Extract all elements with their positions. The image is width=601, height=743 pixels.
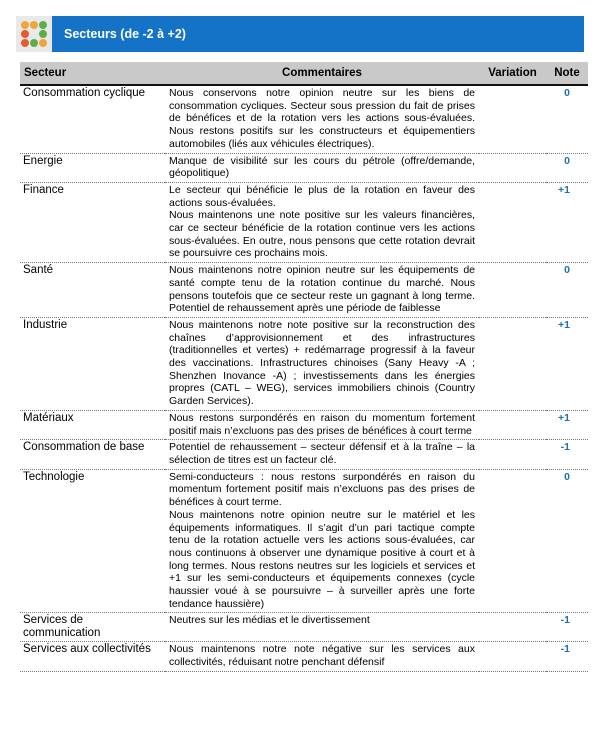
column-header-variation: Variation bbox=[479, 62, 546, 85]
sector-variation bbox=[479, 263, 546, 318]
sector-name: Consommation cyclique bbox=[20, 85, 165, 153]
table-row bbox=[20, 153, 588, 182]
comment-paragraph: Manque de visibilité sur les cours du pétrole (offre/demande, géopolitique) bbox=[169, 154, 475, 180]
sector-name: Technologie bbox=[20, 469, 165, 613]
column-header-comments: Commentaires bbox=[165, 62, 479, 85]
sector-note: -1 bbox=[546, 613, 588, 642]
sector-note: +1 bbox=[546, 410, 588, 439]
comment-paragraph: Le secteur qui bénéficie le plus de la rotation en faveur des actions sous-évaluées. bbox=[169, 183, 475, 209]
sector-comment bbox=[165, 469, 479, 613]
table-row bbox=[20, 410, 588, 439]
sector-comment bbox=[165, 153, 479, 182]
sector-variation bbox=[479, 410, 546, 439]
section-title: Secteurs (de -2 à +2) bbox=[52, 16, 584, 52]
column-header-note: Note bbox=[546, 62, 588, 85]
sector-name: Matériaux bbox=[20, 410, 165, 439]
comment-paragraph: Nous maintenons une note positive sur les valeurs financières, car ce secteur bénéficie de la rotation continue vers les actions sous-évaluées. En outre, nous pensons que cette rotation devrait se poursuivre ces prochains mois. bbox=[169, 209, 475, 260]
sector-name: Energie bbox=[20, 153, 165, 182]
table-row bbox=[20, 613, 588, 642]
sector-note: +1 bbox=[546, 317, 588, 410]
sector-comment bbox=[165, 440, 479, 469]
sector-comment bbox=[165, 410, 479, 439]
sector-variation bbox=[479, 613, 546, 642]
comment-paragraph: Nous maintenons notre note négative sur les services aux collectivités, réduisant notre penchant défensif bbox=[169, 643, 475, 669]
table-row bbox=[20, 317, 588, 410]
table-row bbox=[20, 85, 588, 153]
sector-name: Services aux collectivités bbox=[20, 642, 165, 671]
sector-name: Services de communication bbox=[20, 613, 165, 642]
sector-note: 0 bbox=[546, 263, 588, 318]
table-header-row bbox=[20, 62, 588, 85]
sector-name: Industrie bbox=[20, 317, 165, 410]
table-row bbox=[20, 440, 588, 469]
comment-paragraph: Semi-conducteurs : nous restons surpondérés en raison du momentum fortement positif mais n’excluons pas des prises de bénéfices à court terme. bbox=[169, 470, 475, 509]
sectors-logo-icon bbox=[16, 16, 52, 52]
sector-variation bbox=[479, 153, 546, 182]
section-banner bbox=[16, 16, 584, 52]
sector-variation bbox=[479, 182, 546, 262]
sector-variation bbox=[479, 85, 546, 153]
column-header-sector: Secteur bbox=[20, 62, 165, 85]
table-row bbox=[20, 263, 588, 318]
comment-paragraph: Nous maintenons notre note positive sur la reconstruction des chaînes d’approvisionnement et des infrastructures (traditionnelles et vertes) + redémarrage progressif à la faveur des vaccinations. Infrastructures chinoises (Sany Heavy -A ; Shenzhen Inovance -A) ; investissements dans les énergies propres (CATL – WEG), services immobiliers chinois (Country Garden Services). bbox=[169, 318, 475, 408]
sector-note: 0 bbox=[546, 85, 588, 153]
sector-note: +1 bbox=[546, 182, 588, 262]
comment-paragraph: Nous maintenons notre opinion neutre sur les équipements de santé compte tenu de la rotation continue du marché. Nous pensons toutefois que ce secteur reste un gagnant à long terme. Potentiel de rehaussement après une période de faiblesse bbox=[169, 264, 475, 315]
comment-paragraph: Nous conservons notre opinion neutre sur les biens de consommation cycliques. Secteur sous pression du fait de prises de bénéfices et de la rotation vers les actions sous-évaluées. Nous restons positifs sur les constructeurs et équipementiers automobiles (liés aux véhicules électriques). bbox=[169, 87, 475, 150]
comment-paragraph: Neutres sur les médias et le divertissement bbox=[169, 614, 370, 627]
sector-comment bbox=[165, 263, 479, 318]
sector-comment bbox=[165, 317, 479, 410]
table-row bbox=[20, 182, 588, 262]
table-row bbox=[20, 642, 588, 671]
sector-comment bbox=[165, 613, 479, 642]
table-row bbox=[20, 469, 588, 613]
comment-paragraph: Nous restons surpondérés en raison du momentum fortement positif mais n’excluons pas des prises de bénéfices à court terme bbox=[169, 411, 475, 437]
sector-variation bbox=[479, 440, 546, 469]
sector-comment bbox=[165, 182, 479, 262]
sector-note: -1 bbox=[546, 642, 588, 671]
comment-paragraph: Nous maintenons notre opinion neutre sur le matériel et les équipements informatiques. Il s’agit d’un pari tactique compte tenu de la rotation actuelle vers les actions sous-évaluées, car nous continuons à observer une dynamique positive à court et à long termes. Nous restons neutres sur les logiciels et services et +1 sur les semi-conducteurs et équipements connexes (cycle haussier voué à se poursuivre – à surveiller après une forte tendance haussière) bbox=[169, 508, 475, 610]
sector-name: Santé bbox=[20, 263, 165, 318]
sector-variation bbox=[479, 317, 546, 410]
comment-paragraph: Potentiel de rehaussement – secteur défensif et à la traîne – la sélection de titres est un facteur clé. bbox=[169, 441, 475, 466]
sector-note: 0 bbox=[546, 469, 588, 613]
sector-name: Finance bbox=[20, 182, 165, 262]
sector-comment bbox=[165, 85, 479, 153]
sector-note: 0 bbox=[546, 153, 588, 182]
sectors-table bbox=[20, 62, 588, 672]
sector-comment bbox=[165, 642, 479, 671]
sector-variation bbox=[479, 642, 546, 671]
sector-name: Consommation de base bbox=[20, 440, 165, 469]
sector-note: -1 bbox=[546, 440, 588, 469]
sector-variation bbox=[479, 469, 546, 613]
